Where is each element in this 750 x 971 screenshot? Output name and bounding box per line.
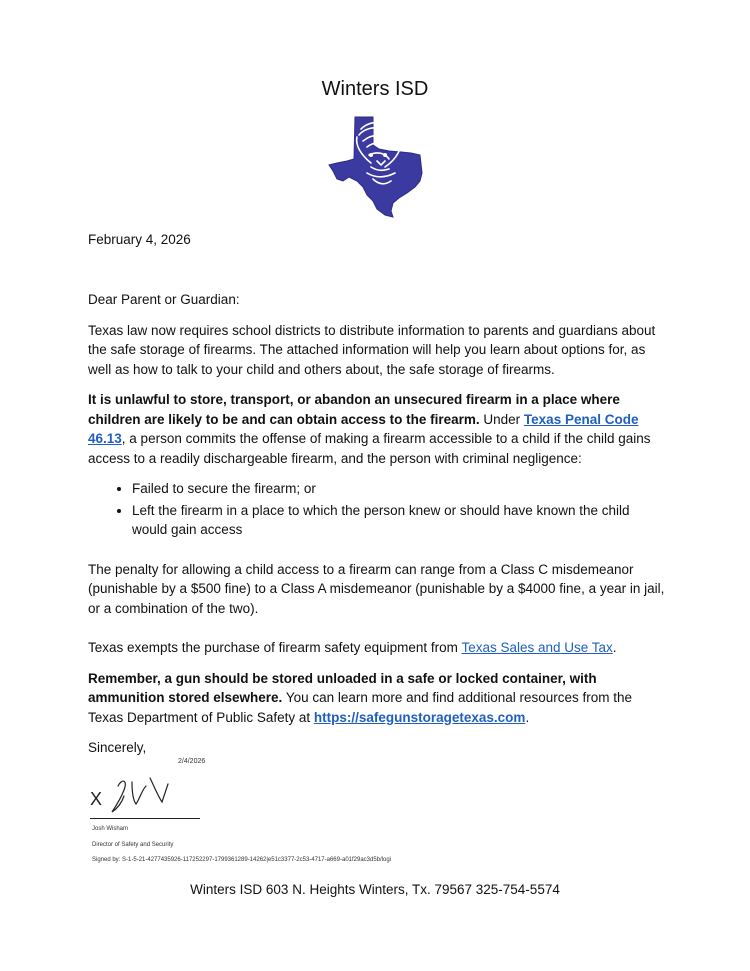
texas-map-logo-icon (327, 115, 425, 219)
law-bold-text: It is unlawful to store, transport, or abandon an unsecured firearm in a place where children are likely to be and can obtain access to the firearm. (88, 392, 620, 427)
signer-role: Director of Safety and Security (92, 842, 174, 848)
letter-body (88, 290, 666, 769)
signature-date: 2/4/2026 (178, 758, 206, 765)
signed-by-id: Signed by: S-1-5-21-4277435926-117252297-1799361289-14262|e51c3377-2c53-4717-a669-a01f29ac3d5b/logi (92, 857, 392, 863)
texas-map-shape (329, 117, 422, 217)
offense-list (88, 479, 666, 540)
remember-paragraph (88, 669, 666, 728)
intro-paragraph: Texas law now requires school districts to distribute information to parents and guardians about the safe storage of firearms. The attached information will help you learn about options for, as well as how to talk to your child and others about, the safe storage of firearms. (88, 322, 656, 377)
exempt-end: . (612, 640, 617, 655)
penal-code-link[interactable]: Texas Penal Code 46.13 (88, 411, 639, 446)
handwritten-signature-icon (104, 772, 174, 818)
remember-bold-text: Remember, a gun should be stored unloaded in a safe or locked container, with ammunition stored elsewhere. (88, 670, 597, 705)
letter-date: February 4, 2026 (88, 232, 191, 247)
salutation: Dear Parent or Guardian: (88, 292, 240, 307)
law-under-text: Under (479, 411, 524, 427)
signature-x-mark: X (90, 789, 103, 809)
signature-line (90, 818, 200, 819)
page-title: Winters ISD (321, 78, 429, 100)
footer-address: Winters ISD 603 N. Heights Winters, Tx. 79567 325-754-5574 (190, 882, 560, 897)
list-item: • Failed to secure the firearm; or (132, 479, 666, 499)
signer-name: Josh Wisham (92, 826, 129, 832)
law-paragraph (88, 390, 666, 468)
list-item: • Left the firearm in a place to which the person knew or should have known the child would gain access (132, 501, 666, 540)
signature-block (90, 758, 392, 868)
sales-tax-link[interactable]: Texas Sales and Use Tax (461, 640, 613, 655)
safegunstorage-link[interactable]: https://safegunstoragetexas.com (313, 709, 526, 725)
penalty-paragraph: The penalty for allowing a child access to a firearm can range from a Class C misdemeanor (punishable by a $500 fine) to a Class A misdemeanor (punishable by a $4000 fine, a year in jail, or a combination of the two). (88, 561, 665, 616)
exempt-text: Texas exempts the purchase of firearm safety equipment from (88, 640, 462, 655)
remember-rest-text: You can learn more and find additional resources from the Texas Department of Public Safety at (88, 690, 633, 725)
exempt-paragraph (88, 638, 666, 658)
closing: Sincerely, (88, 740, 147, 755)
remember-end: . (525, 709, 530, 725)
law-rest-text: , a person commits the offense of making a firearm accessible to a child if the child gains access to a readily dischargeable firearm, and the person with criminal negligence: (88, 431, 651, 466)
